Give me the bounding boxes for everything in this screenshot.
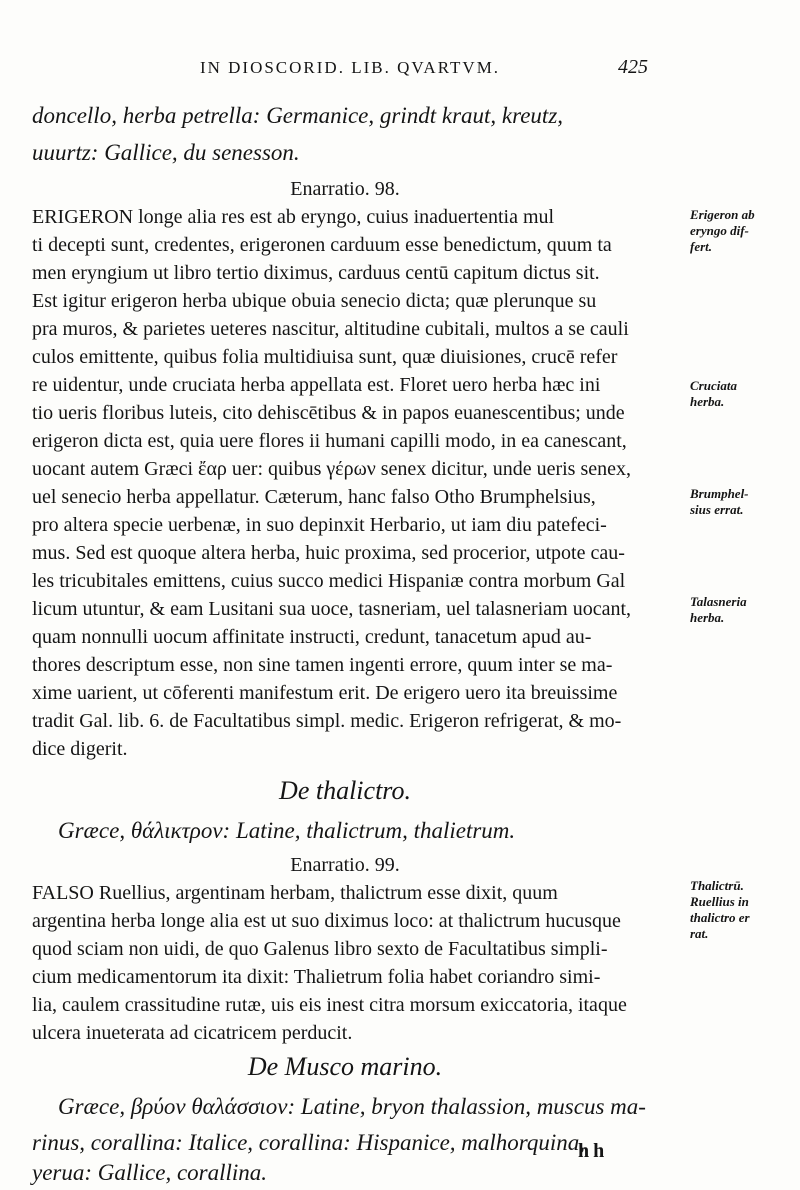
names-line: rinus, corallina: Italice, corallina: Hispanice, malhorquina, bbox=[32, 1130, 586, 1155]
text-line: dice digerit. bbox=[32, 738, 128, 760]
text-line: uel senecio herba appellatur. Cæterum, hanc falso Otho Brumphelsius, bbox=[32, 486, 596, 508]
text-line: re uidentur, unde cruciata herba appellata est. Floret uero herba hæc ini bbox=[32, 374, 601, 396]
text-line: erigeron dicta est, quia uere flores ii humani capilli modo, in ea canescant, bbox=[32, 430, 627, 452]
margin-note: Brumphel- sius errat. bbox=[690, 486, 749, 517]
names-line: Græce, θάλικτρον: Latine, thalictrum, thalietrum. bbox=[58, 818, 516, 843]
text-line: men eryngium ut libro tertio diximus, carduus centū capitum dictus sit. bbox=[32, 262, 600, 284]
text-line: xime uarient, ut cōferenti manifestum erit. De erigero uero ita breuissime bbox=[32, 682, 618, 704]
chapter-heading: De Musco marino. bbox=[247, 1052, 443, 1081]
text-line: mus. Sed est quoque altera herba, huic proxima, sed procerior, utpote cau- bbox=[32, 542, 625, 564]
text-line: quam nonnulli uocum affinitate instructi, credunt, tanacetum apud au- bbox=[32, 626, 592, 648]
section-heading: Enarratio. 99. bbox=[290, 854, 400, 876]
text-line: lia, caulem crassitudine rutæ, uis eis inest citra morsum exiccatoria, itaque bbox=[32, 994, 627, 1016]
page-number: 425 bbox=[618, 56, 648, 78]
text-line: doncello, herba petrella: Germanice, grindt kraut, kreutz, bbox=[32, 103, 564, 128]
signature-mark: hh bbox=[578, 1140, 609, 1162]
text-line: pra muros, & parietes ueteres nascitur, altitudine cubitali, multos a se cauli bbox=[32, 318, 629, 340]
margin-note: Thalictrū. Ruellius in thalictro er rat. bbox=[690, 878, 750, 941]
text-line: cium medicamentorum ita dixit: Thalietrum folia habet coriandro simi- bbox=[32, 966, 601, 988]
names-line: Græce, βρύον θαλάσσιον: Latine, bryon thalassion, muscus ma- bbox=[58, 1094, 646, 1119]
names-line: yerua: Gallice, corallina. bbox=[32, 1160, 268, 1185]
text-line: quod sciam non uidi, de quo Galenus libro sexto de Facultatibus simpli- bbox=[32, 938, 608, 960]
text-line: ti decepti sunt, credentes, erigeronen carduum esse benedictum, quum ta bbox=[32, 234, 612, 256]
text-line: Est igitur erigeron herba ubique obuia senecio dicta; quæ plerunque su bbox=[32, 290, 597, 312]
text-line: les tricubitales emittens, cuius succo medici Hispaniæ contra morbum Gal bbox=[32, 570, 626, 592]
text-line: argentina herba longe alia est ut suo diximus loco: at thalictrum hucusque bbox=[32, 910, 621, 932]
text-line: ERIGERON longe alia res est ab eryngo, cuius inaduertentia mul bbox=[32, 206, 555, 228]
margin-note: Erigeron ab eryngo dif- fert. bbox=[690, 207, 755, 254]
text-line: thores descriptum esse, non sine tamen ingenti errore, quum inter se ma- bbox=[32, 654, 613, 676]
text-line: uuurtz: Gallice, du senesson. bbox=[32, 140, 300, 165]
section-heading: Enarratio. 98. bbox=[290, 178, 400, 200]
text-line: culos emittente, quibus folia multidiuisa sunt, quæ diuisiones, crucē refer bbox=[32, 346, 618, 368]
text-line: FALSO Ruellius, argentinam herbam, thalictrum esse dixit, quum bbox=[32, 882, 558, 904]
text-line: uocant autem Græci ἔαρ uer: quibus γέρων senex dicitur, unde ueris senex, bbox=[32, 458, 632, 480]
chapter-heading: De thalictro. bbox=[279, 776, 411, 805]
margin-note: Talasneria herba. bbox=[690, 594, 747, 625]
text-line: pro altera specie uerbenæ, in suo depinxit Herbario, ut iam diu patefeci- bbox=[32, 514, 607, 536]
text-line: licum utuntur, & eam Lusitani sua uoce, tasneriam, uel talasneriam uocant, bbox=[32, 598, 632, 620]
text-line: tradit Gal. lib. 6. de Facultatibus simpl. medic. Erigeron refrigerat, & mo- bbox=[32, 710, 622, 732]
text-line: tio ueris floribus luteis, cito dehiscētibus & in papos euanescentibus; unde bbox=[32, 402, 625, 424]
text-line: ulcera inueterata ad cicatricem perducit. bbox=[32, 1022, 353, 1044]
margin-note: Cruciata herba. bbox=[690, 378, 737, 409]
running-title: IN DIOSCORID. LIB. QVARTVM. bbox=[199, 58, 501, 77]
